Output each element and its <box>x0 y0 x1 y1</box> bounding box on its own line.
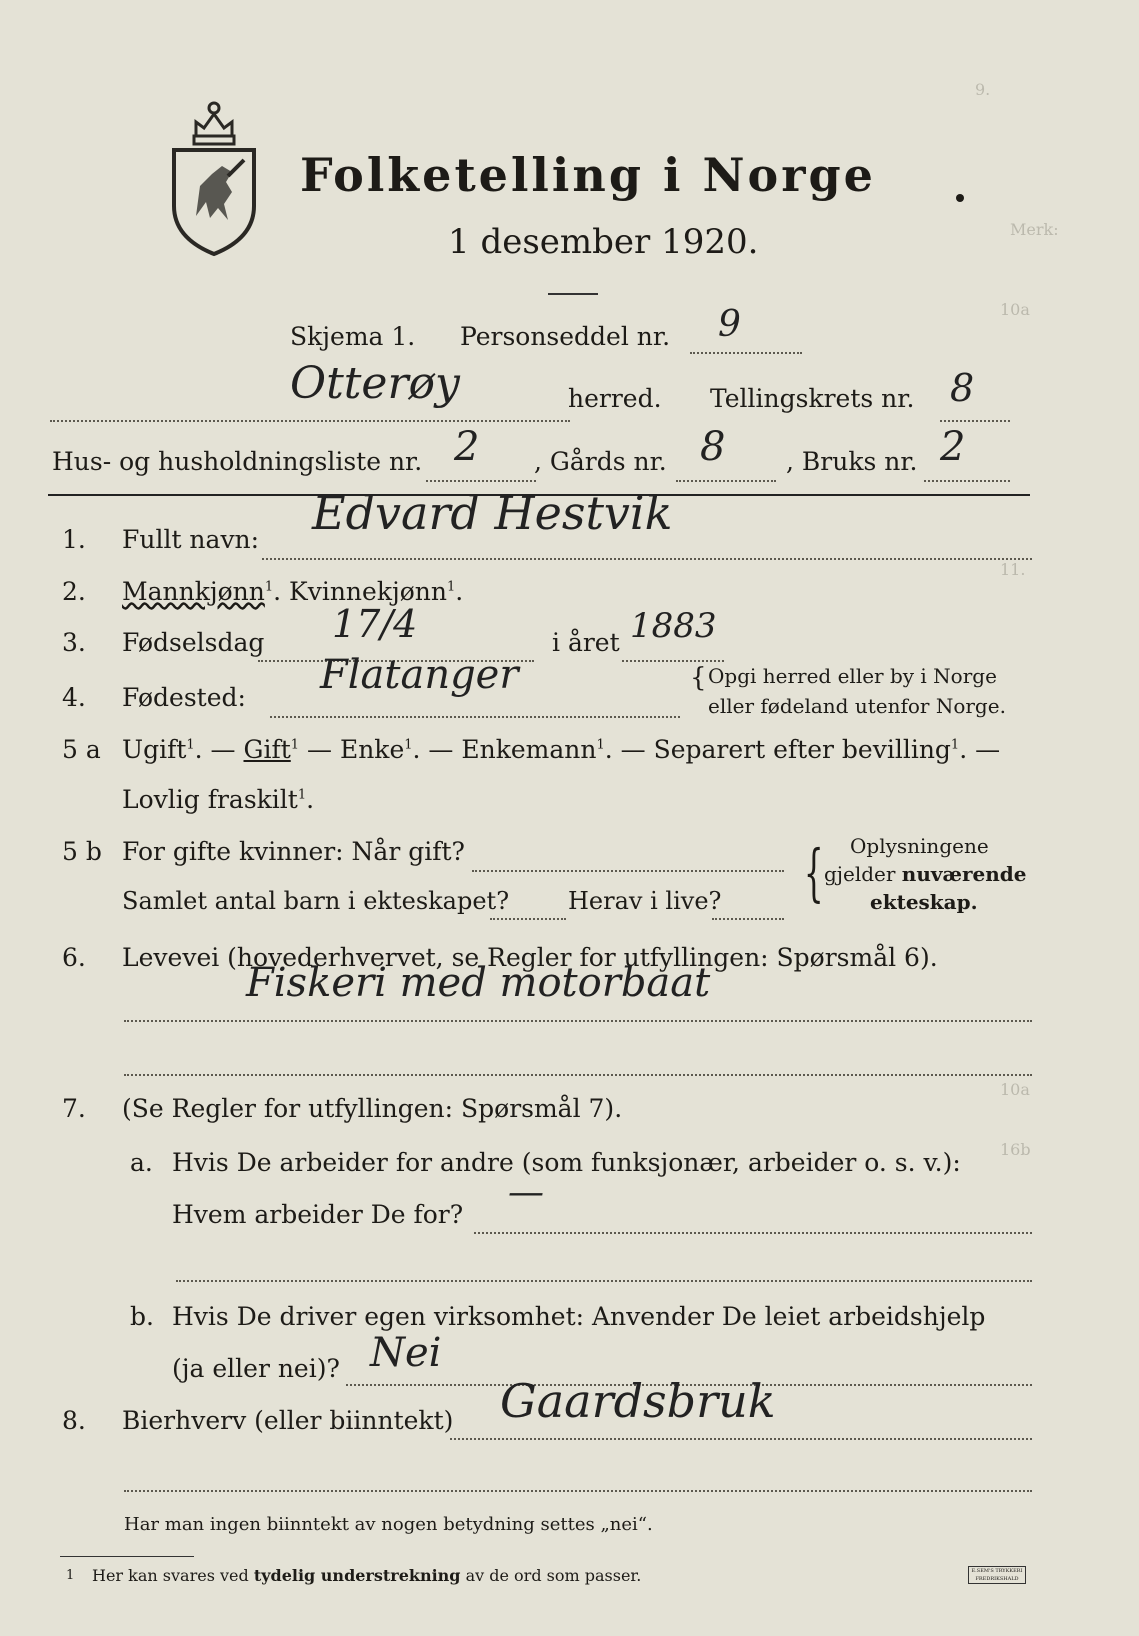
gards-label: , Gårds nr. <box>534 447 667 476</box>
tellingskrets-label: Tellingskrets nr. <box>710 384 915 413</box>
q4-brace: { <box>690 663 707 693</box>
form-date: 1 desember 1920. <box>448 222 759 262</box>
coat-of-arms-icon <box>166 96 262 258</box>
marital-married[interactable]: Gift <box>243 735 291 764</box>
q6-label: Levevei (hovederhvervet, se Regler for utfyllingen: Spørsmål 6). <box>122 943 938 972</box>
tellingskrets-value[interactable]: 8 <box>950 366 975 410</box>
q7a-line-2 <box>176 1280 1032 1282</box>
occupation-value[interactable]: Fiskeri med motorbaat <box>246 960 711 1006</box>
q5b-label-3: Herav i live? <box>568 887 722 915</box>
q5b-label-2: Samlet antal barn i ekteskapet? <box>122 887 510 915</box>
q7-label: (Se Regler for utfyllingen: Spørsmål 7). <box>122 1094 623 1123</box>
bruks-label: , Bruks nr. <box>786 447 918 476</box>
husliste-line <box>426 480 536 482</box>
year-label: i året <box>552 628 620 657</box>
q5b-number: 5 b <box>62 837 102 866</box>
form-title: Folketelling i Norge <box>300 148 876 202</box>
q4-line <box>270 716 680 718</box>
personseddel-line <box>690 352 802 354</box>
q5b-label-1: For gifte kvinner: Når gift? <box>122 837 465 866</box>
q5a-number: 5 a <box>62 735 101 764</box>
q4-note-1: Opgi herred eller by i Norge <box>708 664 997 688</box>
printer-stamp: E.SEM'S TRYKKERI FREDRIKSHALD <box>968 1566 1026 1584</box>
q7b-label: Hvis De driver egen virksomhet: Anvender De leiet arbeidshjelp <box>172 1302 986 1331</box>
biinntekt-note: Har man ingen biinntekt av nogen betydning settes „nei“. <box>124 1514 653 1535</box>
gender-male[interactable]: Mannkjønn <box>122 577 265 606</box>
husliste-value[interactable]: 2 <box>454 424 480 470</box>
q5b-note-2: gjelder nuværende <box>824 862 1027 886</box>
husliste-label: Hus- og husholdningsliste nr. <box>52 447 423 476</box>
footnote-number: 1 <box>66 1568 75 1583</box>
gards-value[interactable]: 8 <box>700 424 726 470</box>
bruks-line <box>924 480 1010 482</box>
q7b-label-2: (ja eller nei)? <box>172 1354 340 1383</box>
full-name-value[interactable]: Edvard Hestvik <box>312 486 673 540</box>
q4-label: Fødested: <box>122 683 246 712</box>
herred-line <box>50 420 570 422</box>
divider <box>548 293 598 295</box>
year-line <box>622 660 724 662</box>
footnote-rule <box>60 1556 194 1557</box>
q4-note-2: eller fødeland utenfor Norge. <box>708 694 1006 718</box>
q8-line-1 <box>450 1438 1032 1440</box>
q5b-note-1: Oplysningene <box>850 834 989 858</box>
q5b-line-1 <box>472 870 784 872</box>
herred-label: herred. <box>568 384 662 413</box>
q7a-label: Hvis De arbeider for andre (som funksjonær, arbeider o. s. v.): <box>172 1148 961 1177</box>
skjema-label: Skjema 1. <box>290 322 416 351</box>
q3-label: Fødselsdag <box>122 628 265 657</box>
footnote-text: Her kan svares ved tydelig understrekning av de ord som passer. <box>92 1566 642 1585</box>
dot-mark <box>956 194 964 202</box>
q8-number: 8. <box>62 1406 86 1435</box>
q3-number: 3. <box>62 628 86 657</box>
birthday-value[interactable]: 17/4 <box>332 602 418 646</box>
employer-value[interactable]: — <box>508 1172 544 1213</box>
personseddel-value[interactable]: 9 <box>718 304 741 345</box>
q7a-number: a. <box>130 1148 153 1177</box>
bruks-value[interactable]: 2 <box>940 424 966 470</box>
q1-number: 1. <box>62 525 86 554</box>
gender-options[interactable]: Mannkjønn$^1$. Kvinnekjønn$^1$. <box>122 577 464 606</box>
personseddel-label: Personseddel nr. <box>460 322 671 351</box>
herred-value[interactable]: Otterøy <box>290 358 460 409</box>
birth-year-value[interactable]: 1883 <box>630 606 717 646</box>
q5b-brace: { <box>803 836 824 909</box>
hires-help-value[interactable]: Nei <box>370 1330 442 1376</box>
q8-label: Bierhverv (eller biinntekt) <box>122 1406 454 1435</box>
tellingskrets-line <box>940 420 1010 422</box>
q5b-line-3 <box>712 918 784 920</box>
q1-label: Fullt navn: <box>122 525 260 554</box>
q4-number: 4. <box>62 683 86 712</box>
marital-options[interactable]: Ugift$^1$. — Gift$^1$ — Enke$^1$. — Enkemann$^1$. — Separert efter bevilling$^1$. — <box>122 735 1001 764</box>
q6-line-2 <box>124 1074 1032 1076</box>
q5b-line-2 <box>490 918 566 920</box>
q6-line-1 <box>124 1020 1032 1022</box>
q7b-number: b. <box>130 1302 154 1331</box>
q7a-line-1 <box>474 1232 1032 1234</box>
marital-divorced[interactable]: Lovlig fraskilt$^1$. <box>122 785 315 814</box>
q5b-note-3: ekteskap. <box>870 890 978 914</box>
q1-line <box>262 558 1032 560</box>
q7-number: 7. <box>62 1094 86 1123</box>
gards-line <box>676 480 776 482</box>
q6-number: 6. <box>62 943 86 972</box>
q7a-label-2: Hvem arbeider De for? <box>172 1200 464 1229</box>
q2-number: 2. <box>62 577 86 606</box>
birthplace-value[interactable]: Flatanger <box>320 652 519 698</box>
q8-line-2 <box>124 1490 1032 1492</box>
side-occupation-value[interactable]: Gaardsbruk <box>500 1374 776 1428</box>
